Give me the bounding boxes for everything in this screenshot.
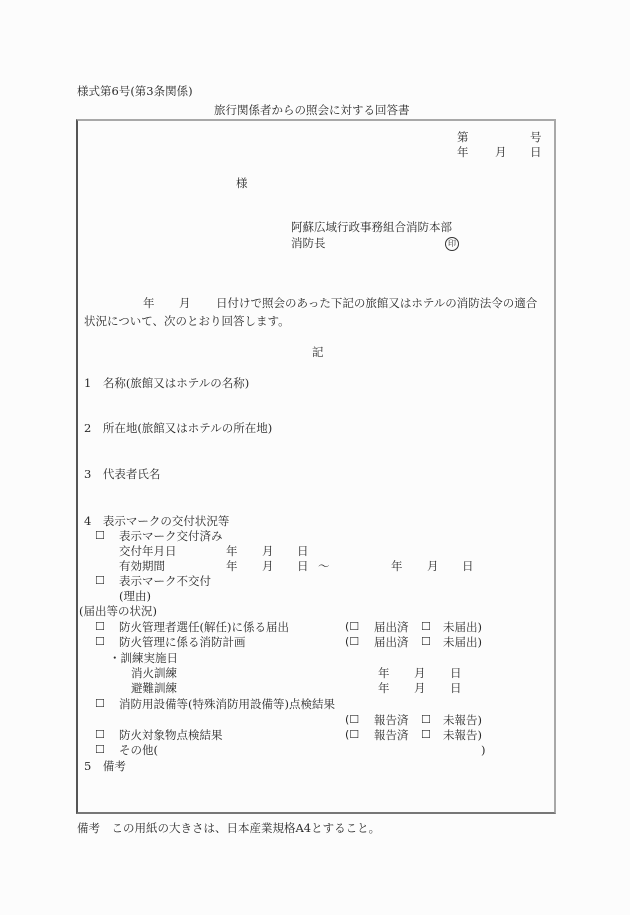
other-close: ) (481, 743, 486, 757)
issue-date-year: 年 (226, 544, 238, 558)
form-number: 様式第6号(第3条関係) (77, 84, 193, 98)
mark-not-issued-checkbox[interactable]: ☐ (95, 574, 105, 587)
ref-month: 月 (495, 145, 507, 159)
equipment-unreported-label: 未報告) (443, 713, 482, 727)
fire-manager-submitted-label: 届出済 (374, 620, 409, 634)
evac-drill-label: 避難訓練 (131, 681, 177, 695)
building-reported-label: 報告済 (374, 728, 409, 742)
other-label: その他( (119, 743, 158, 757)
evac-drill-day: 日 (450, 681, 462, 695)
fire-plan-label: 防火管理に係る消防計画 (119, 635, 246, 649)
fire-manager-unsubmitted-checkbox[interactable]: ☐ (421, 620, 431, 633)
seal-icon: 印 (445, 236, 459, 251)
valid-to-day: 日 (462, 559, 474, 573)
valid-from-day: 日 (297, 559, 309, 573)
notifications-heading: (届出等の状況) (79, 604, 157, 618)
equipment-reported-checkbox[interactable]: (☐ (345, 713, 360, 726)
valid-tilde: 〜 (318, 559, 330, 573)
building-inspection-label: 防火対象物点検結果 (119, 728, 223, 742)
evac-drill-month: 月 (414, 681, 426, 695)
issue-date-day: 日 (297, 544, 309, 558)
fire-drill-label: 消火訓練 (131, 666, 177, 680)
ref-number-suffix: 号 (530, 130, 542, 144)
not-issued-reason: (理由) (119, 589, 151, 603)
item-4-heading: 4 表示マークの交付状況等 (84, 514, 230, 528)
equipment-reported-label: 報告済 (374, 713, 409, 727)
issue-date-month: 月 (262, 544, 274, 558)
mark-issued-label: 表示マーク交付済み (119, 529, 223, 543)
sender-organization: 阿蘇広域行政事務組合消防本部 (291, 220, 452, 234)
valid-from-year: 年 (226, 559, 238, 573)
drill-heading: ・訓練実施日 (109, 651, 178, 665)
other-input[interactable] (166, 743, 476, 757)
item-5-remarks: 5 備考 (84, 759, 126, 773)
footer-note: 備考 この用紙の大きさは、日本産業規格A4とすること。 (77, 821, 381, 835)
ref-number-input[interactable] (472, 130, 526, 144)
intro-year: 年 (143, 296, 155, 310)
ki-heading: 記 (312, 345, 324, 359)
mark-issued-checkbox[interactable]: ☐ (95, 529, 105, 542)
fire-manager-submitted-checkbox[interactable]: (☐ (345, 620, 360, 633)
building-reported-checkbox[interactable]: (☐ (345, 728, 360, 741)
fire-drill-year: 年 (378, 666, 390, 680)
intro-month: 月 (179, 296, 191, 310)
fire-plan-unsubmitted-label: 未届出) (443, 635, 482, 649)
building-inspection-checkbox[interactable]: ☐ (95, 728, 105, 741)
valid-period-label: 有効期間 (119, 559, 165, 573)
fire-manager-unsubmitted-label: 未届出) (443, 620, 482, 634)
item-1-name: 1 名称(旅館又はホテルの名称) (84, 376, 250, 390)
intro-line1: 日付けで照会のあった下記の旅館又はホテルの消防法令の適合 (216, 296, 538, 310)
document-title: 旅行関係者からの照会に対する回答書 (214, 103, 410, 117)
building-unreported-label: 未報告) (443, 728, 482, 742)
mark-not-issued-label: 表示マーク不交付 (119, 574, 211, 588)
equipment-unreported-checkbox[interactable]: ☐ (421, 713, 431, 726)
building-unreported-checkbox[interactable]: ☐ (421, 728, 431, 741)
fire-plan-submitted-checkbox[interactable]: (☐ (345, 635, 360, 648)
intro-line2: 状況について、次のとおり回答します。 (84, 314, 290, 328)
equipment-inspection-checkbox[interactable]: ☐ (95, 697, 105, 710)
fire-plan-checkbox[interactable]: ☐ (95, 635, 105, 648)
fire-plan-submitted-label: 届出済 (374, 635, 409, 649)
ref-day: 日 (530, 145, 542, 159)
fire-drill-day: 日 (450, 666, 462, 680)
sender-title: 消防長 (291, 236, 326, 250)
fire-manager-checkbox[interactable]: ☐ (95, 620, 105, 633)
ref-number-prefix: 第 (457, 130, 469, 144)
ref-year: 年 (457, 145, 469, 159)
issue-date-label: 交付年月日 (119, 544, 177, 558)
valid-to-month: 月 (427, 559, 439, 573)
equipment-inspection-label: 消防用設備等(特殊消防用設備等)点検結果 (119, 697, 335, 711)
addressee-suffix: 様 (236, 176, 248, 190)
valid-to-year: 年 (391, 559, 403, 573)
item-3-representative: 3 代表者氏名 (84, 467, 161, 481)
valid-from-month: 月 (262, 559, 274, 573)
fire-drill-month: 月 (414, 666, 426, 680)
fire-plan-unsubmitted-checkbox[interactable]: ☐ (421, 635, 431, 648)
evac-drill-year: 年 (378, 681, 390, 695)
item-2-location: 2 所在地(旅館又はホテルの所在地) (84, 421, 273, 435)
fire-manager-label: 防火管理者選任(解任)に係る届出 (119, 620, 289, 634)
other-checkbox[interactable]: ☐ (95, 743, 105, 756)
